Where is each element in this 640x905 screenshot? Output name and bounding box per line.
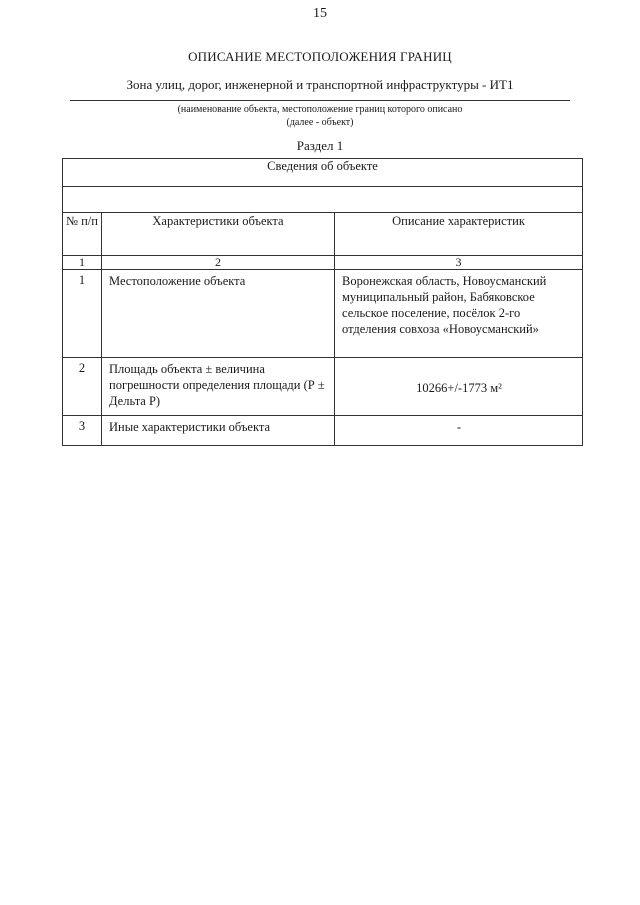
row-description: Воронежская область, Новоусманский муниципальный район, Бабяковское сельское поселение, посёлок 2-го отделения совхоза «Новоусманский» [335, 270, 583, 358]
row-number: 3 [63, 416, 102, 446]
column-header-row [63, 213, 583, 256]
row-characteristic: Площадь объекта ± величина погрешности определения площади (Р ± Дельта Р) [102, 358, 335, 416]
document-title: ОПИСАНИЕ МЕСТОПОЛОЖЕНИЯ ГРАНИЦ [188, 49, 452, 64]
object-info-table [62, 158, 583, 446]
page-number: 15 [313, 6, 327, 21]
empty-cell [63, 187, 583, 213]
table-header-row [63, 159, 583, 187]
row-description: - [335, 416, 583, 446]
column-number-row [63, 256, 583, 270]
col-header-characteristic: Характеристики объекта [102, 213, 335, 256]
row-number: 1 [63, 270, 102, 358]
table-empty-row [63, 187, 583, 213]
row-characteristic: Местоположение объекта [102, 270, 335, 358]
row-characteristic: Иные характеристики объекта [102, 416, 335, 446]
table-row [63, 416, 583, 446]
table-header: Сведения об объекте [63, 159, 583, 187]
table-row [63, 358, 583, 416]
col-header-number: № п/п [63, 213, 102, 256]
row-number: 2 [63, 358, 102, 416]
caption-line-2: (далее - объект) [286, 117, 354, 128]
col-number-3: 3 [335, 256, 583, 270]
object-name: Зона улиц, дорог, инженерной и транспортной инфраструктуры - ИТ1 [126, 77, 514, 92]
caption-line-1: (наименование объекта, местоположение границ которого описано [177, 104, 463, 115]
col-number-2: 2 [102, 256, 335, 270]
table-row [63, 270, 583, 358]
section-title: Раздел 1 [296, 138, 344, 153]
underline-rule [70, 100, 570, 101]
col-header-description: Описание характеристик [335, 213, 583, 256]
row-description: 10266+/-1773 м² [335, 358, 583, 416]
col-number-1: 1 [63, 256, 102, 270]
caption [0, 103, 640, 129]
